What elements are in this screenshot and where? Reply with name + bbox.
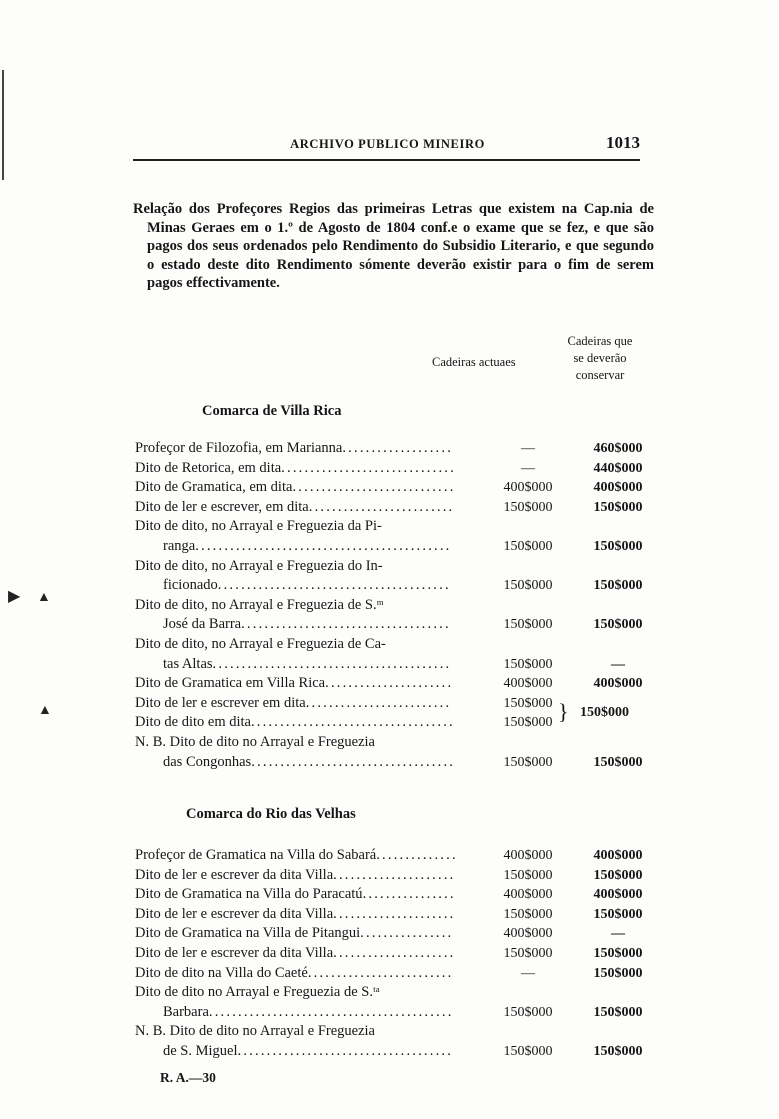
entry-label: Dito de Gramatica, em dita	[135, 479, 293, 496]
kept-amount: 150$000	[593, 946, 643, 961]
margin-mark: ▲	[38, 703, 52, 718]
leader-dots: ...................................	[251, 753, 456, 770]
entry-text	[135, 695, 451, 712]
kept-amount: —	[611, 656, 625, 672]
entry-label: Dito de Gramatica na Villa de Pitangui	[135, 925, 361, 942]
entry-label: Dito de dito, no Arrayal e Freguezia de S.ᵐ	[135, 596, 384, 613]
entry-label: tas Altas	[163, 655, 213, 672]
entry-text	[135, 440, 453, 457]
current-amount: 150$000	[503, 946, 553, 961]
leader-dots: .........................	[305, 694, 452, 711]
leader-dots: .....................	[333, 945, 456, 961]
entry-text	[163, 1004, 454, 1021]
entry-text	[135, 1023, 375, 1040]
entry-text	[135, 847, 458, 864]
kept-amount: 400$000	[593, 676, 643, 692]
entry-label: Dito de ler e escrever, em dita	[135, 498, 309, 515]
leader-dots: ................	[362, 886, 456, 903]
journal-title: ARCHIVO PUBLICO MINEIRO	[290, 137, 485, 151]
current-amount: 150$000	[503, 906, 553, 922]
leader-dots: ..........................................	[208, 1003, 454, 1020]
entry-label: ranga	[163, 538, 196, 554]
scan-edge-mark	[2, 70, 4, 180]
current-amount: 400$000	[503, 926, 553, 942]
entry-text	[135, 558, 383, 575]
current-amount: 150$000	[503, 617, 553, 633]
leader-dots: ...................................	[250, 714, 455, 731]
column-keep-header-line: conservar	[575, 368, 625, 382]
entry-label: Dito de ler e escrever em dita	[135, 694, 306, 711]
kept-amount: 150$000	[593, 578, 643, 594]
brace-mark: }	[558, 698, 569, 724]
leader-dots: ....................................	[241, 616, 451, 633]
entry-label: das Congonhas	[163, 753, 252, 770]
current-amount: 150$000	[503, 499, 553, 515]
kept-amount: 400$000	[593, 848, 643, 863]
current-amount: 150$000	[503, 695, 553, 711]
current-amount: 150$000	[503, 578, 553, 594]
entry-label: Dito de dito em dita	[135, 714, 251, 731]
kept-amount: 150$000	[593, 906, 643, 922]
header-rule	[133, 159, 640, 161]
kept-amount: 150$000	[593, 1044, 643, 1059]
current-amount: 150$000	[503, 754, 553, 770]
column-keep-header-line: Cadeiras que	[567, 334, 633, 348]
column-keep-header-line: se deverão	[573, 351, 627, 365]
current-amount: 400$000	[503, 887, 553, 903]
kept-amount: —	[611, 926, 625, 942]
entry-label: Dito de ler e escrever da dita Villa	[135, 866, 334, 883]
kept-amount: 400$000	[593, 887, 643, 903]
running-head	[135, 133, 640, 157]
entry-label: Dito de Retorica, em dita	[135, 459, 282, 476]
leader-dots: ............................	[292, 479, 456, 496]
entry-text	[163, 538, 452, 555]
entry-label: N. B. Dito de dito no Arrayal e Freguezia	[135, 1023, 375, 1040]
leader-dots: .........................................	[212, 655, 452, 672]
entry-text	[135, 734, 375, 751]
leader-dots: ................	[360, 925, 454, 942]
entry-text	[163, 656, 451, 673]
entry-label: Dito de dito no Arrayal e Freguezia de S.ᵗᵃ	[135, 984, 380, 1001]
column-headers	[0, 333, 779, 393]
page-number: 1013	[606, 133, 640, 152]
entry-text	[135, 906, 455, 923]
leader-dots: ..............................	[281, 459, 456, 476]
kept-amount: 460$000	[593, 441, 643, 456]
current-amount: —	[521, 441, 535, 456]
leader-dots: .........................	[307, 964, 454, 981]
leader-dots: ........................................	[217, 577, 451, 594]
entry-text	[135, 965, 453, 982]
current-amount: 150$000	[503, 656, 553, 672]
entry-text	[163, 754, 455, 771]
entry-text	[135, 518, 382, 535]
entry-label: Profeçor de Filozofia, em Marianna	[135, 440, 343, 456]
entry-text	[135, 945, 455, 962]
entry-text	[135, 499, 454, 516]
column-keep-header	[555, 333, 645, 384]
entry-label: Dito de ler e escrever da dita Villa	[135, 905, 334, 922]
section-heading: Comarca de Villa Rica	[202, 403, 342, 419]
entry-label: Dito de dito, no Arrayal e Freguezia do In-	[135, 557, 383, 574]
entry-text	[135, 479, 456, 496]
leader-dots: .........................	[308, 498, 455, 515]
kept-amount: 150$000	[593, 965, 643, 981]
current-amount: 150$000	[503, 1044, 553, 1059]
current-amount: —	[521, 965, 535, 981]
kept-amount: 150$000	[593, 1004, 643, 1020]
current-amount: 150$000	[503, 715, 553, 731]
entry-label: José da Barra	[163, 616, 242, 633]
entry-label: N. B. Dito de dito no Arrayal e Freguezia	[135, 734, 375, 750]
entry-label: Profeçor de Gramatica na Villa do Sabará	[135, 847, 377, 863]
leader-dots: ...................	[342, 440, 454, 456]
entry-label: Dito de Gramatica em Villa Rica	[135, 675, 326, 692]
entry-text	[135, 714, 455, 731]
entry-text	[135, 984, 380, 1001]
margin-mark: ▲	[37, 590, 51, 605]
current-amount: 400$000	[503, 480, 553, 496]
kept-amount: 400$000	[593, 480, 643, 496]
entry-label: de S. Miguel	[163, 1043, 238, 1059]
entry-text	[135, 675, 453, 692]
kept-amount: 150$000	[593, 539, 643, 554]
entry-text	[135, 636, 386, 653]
current-amount: 150$000	[503, 867, 553, 883]
kept-amount: 150$000	[593, 499, 643, 515]
entry-text	[163, 577, 451, 594]
intro-paragraph: Relação dos Profeçores Regios das primeiras Letras que existem na Cap.nia de Minas Geraes em o 1.º de Agosto de 1804 conf.e o exame que se fez, e que são pagos dos seus ordenados pelo Rendimento do Subsidio Literario, e que segundo o estado deste dito Rendimento sómente deverão existir para o fim de serem pagos effectivamente.	[133, 201, 654, 292]
section-heading: Comarca do Rio das Velhas	[186, 806, 356, 822]
leader-dots: .....................................	[237, 1043, 454, 1059]
signature-mark: R. A.—30	[160, 1070, 216, 1085]
leader-dots: ............................................	[195, 538, 452, 554]
kept-amount: 150$000	[593, 754, 643, 770]
column-actual-header: Cadeiras actuaes	[432, 355, 516, 369]
kept-amount: 440$000	[593, 460, 643, 476]
current-amount: 400$000	[503, 848, 553, 863]
entry-label: Dito de dito, no Arrayal e Freguezia da Pi-	[135, 518, 382, 535]
kept-amount: 150$000	[593, 867, 643, 883]
margin-mark: ▶	[8, 588, 21, 605]
leader-dots: ......................	[325, 675, 454, 692]
leader-dots: ..............	[376, 847, 458, 863]
entry-text	[163, 1043, 453, 1060]
current-amount: 150$000	[503, 1004, 553, 1020]
entry-label: Dito de ler e escrever da dita Villa	[135, 945, 334, 961]
current-amount: 400$000	[503, 676, 553, 692]
current-amount: —	[521, 460, 535, 476]
entry-text	[135, 886, 456, 903]
leader-dots: .....................	[333, 866, 456, 883]
kept-amount: 150$000	[593, 617, 643, 633]
kept-amount: 150$000	[580, 704, 629, 720]
entry-label: Dito de dito na Villa do Caeté	[135, 964, 308, 981]
entry-text	[163, 616, 451, 633]
entry-text	[135, 867, 455, 884]
entry-label: Dito de Gramatica na Villa do Paracatú	[135, 886, 363, 903]
entry-text	[135, 925, 453, 942]
entry-label: ficionado	[163, 577, 218, 594]
current-amount: 150$000	[503, 539, 553, 554]
leader-dots: .....................	[333, 905, 456, 922]
entry-text	[135, 597, 384, 614]
entry-label: Dito de dito, no Arrayal e Freguezia de Ca-	[135, 636, 386, 652]
entry-label: Barbara	[163, 1003, 209, 1020]
entry-text	[135, 460, 456, 477]
